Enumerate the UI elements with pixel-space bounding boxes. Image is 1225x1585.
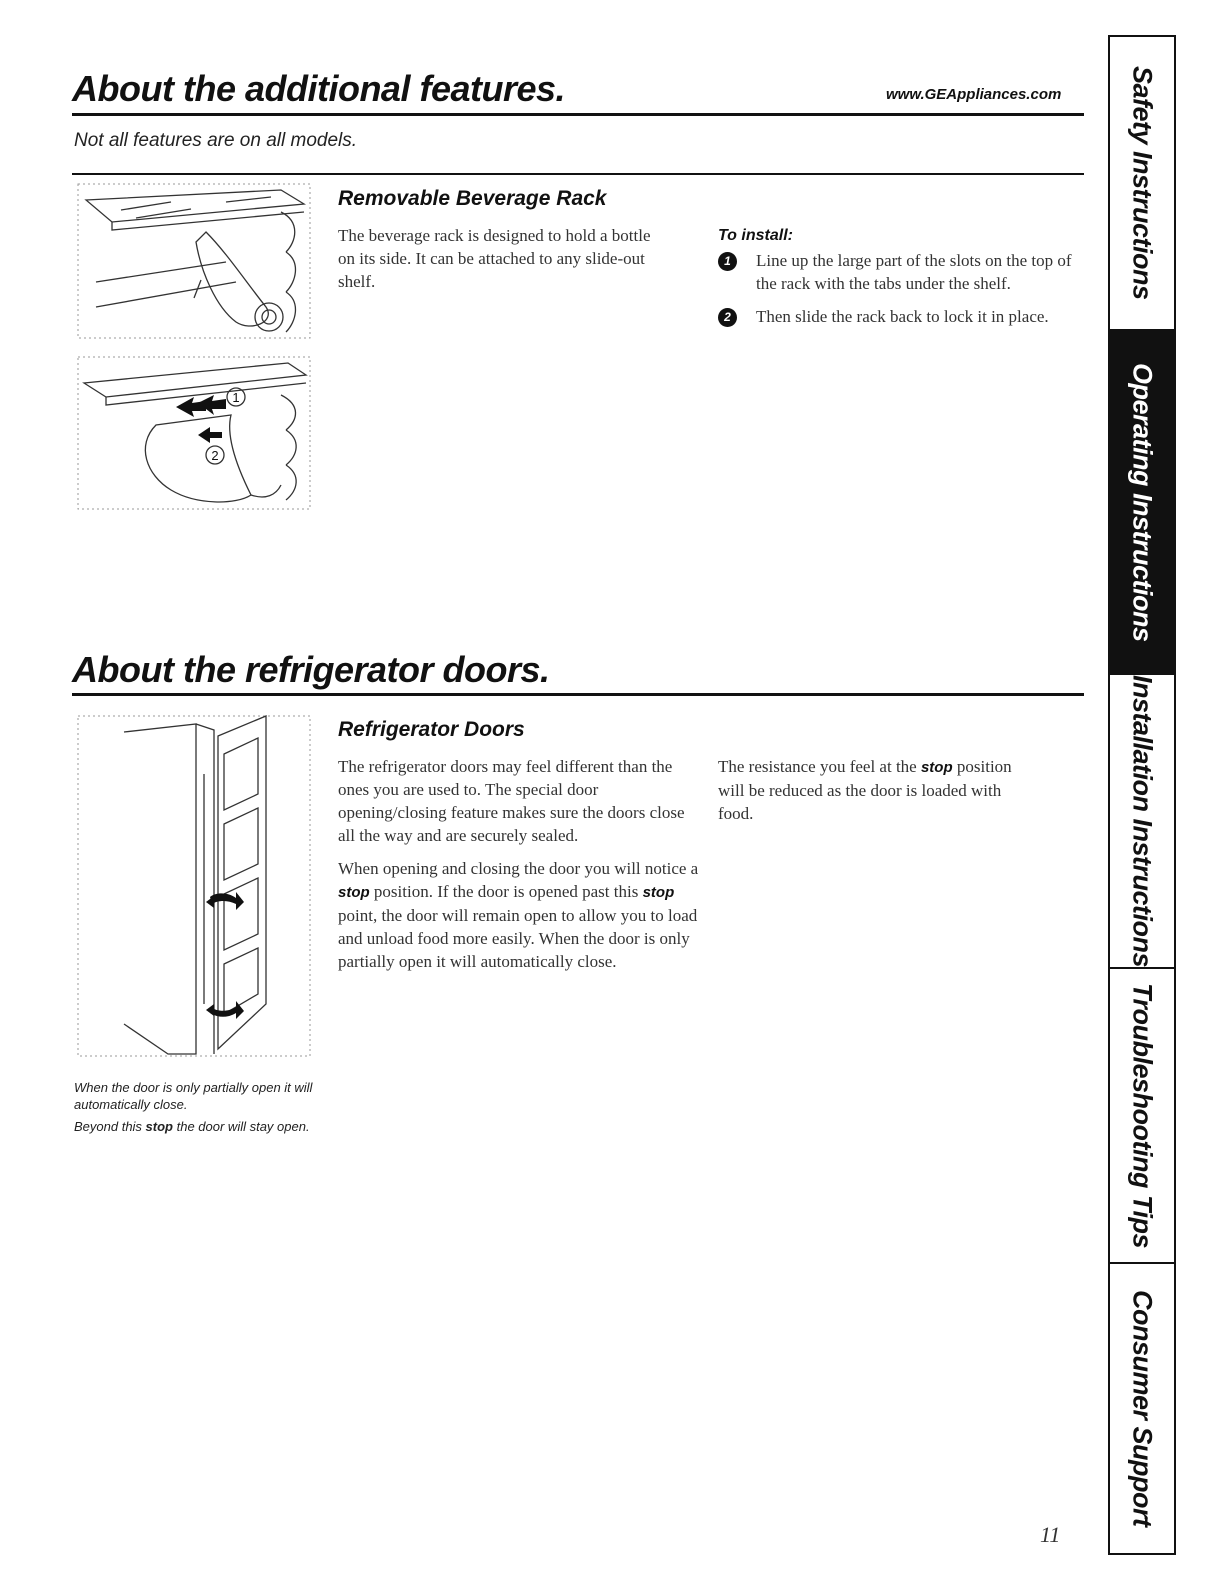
rack-install-illustration bbox=[76, 355, 314, 513]
doors-paragraph-3: The resistance you feel at the stop position will be reduced as the door is loaded with food. bbox=[718, 757, 1012, 823]
step-1-text: Line up the large part of the slots on the top of the rack with the tabs under the shelf. bbox=[756, 251, 1072, 293]
step-1-badge: 1 bbox=[718, 252, 737, 271]
doors-paragraph-1: The refrigerator doors may feel different than the ones you are used to. The special door opening/closing feature makes sure the doors close all the way and are securely sealed. bbox=[338, 757, 685, 845]
door-caption bbox=[74, 1079, 314, 1135]
tab-label: Operating Instructions bbox=[1127, 362, 1158, 642]
beverage-rack-body bbox=[338, 224, 668, 303]
tab-troubleshooting-tips[interactable] bbox=[1110, 969, 1174, 1264]
doors-body-right bbox=[718, 755, 1038, 835]
caption-stop: Beyond this stop the door will stay open. bbox=[74, 1119, 310, 1134]
tab-label: Consumer Support bbox=[1127, 1290, 1158, 1527]
doors-heading: Refrigerator Doors bbox=[338, 718, 525, 741]
doors-title-rule bbox=[72, 693, 1084, 696]
callout-1: 1 bbox=[232, 390, 240, 405]
title-rule bbox=[72, 113, 1084, 116]
beverage-rack-heading: Removable Beverage Rack bbox=[338, 187, 607, 210]
tab-consumer-support[interactable] bbox=[1110, 1264, 1174, 1553]
page-number: 11 bbox=[1040, 1522, 1061, 1547]
tab-operating-instructions[interactable] bbox=[1110, 331, 1174, 675]
tab-label: Troubleshooting Tips bbox=[1127, 983, 1158, 1248]
install-step-2 bbox=[718, 305, 1078, 328]
doors-section-title: About the refrigerator doors. bbox=[72, 649, 550, 690]
caption-close: When the door is only partially open it will automatically close. bbox=[74, 1080, 313, 1112]
refrigerator-door-illustration bbox=[76, 714, 314, 1060]
tab-installation-instructions[interactable] bbox=[1110, 675, 1174, 969]
install-instructions bbox=[718, 227, 1078, 328]
beverage-rack-text: The beverage rack is designed to hold a bottle on its side. It can be attached to any slide-out shelf. bbox=[338, 226, 651, 291]
beverage-rack-illustration bbox=[76, 182, 314, 342]
models-note: Not all features are on all models. bbox=[74, 130, 358, 151]
section-tabs bbox=[1108, 35, 1176, 1555]
step-2-text: Then slide the rack back to lock it in place. bbox=[756, 307, 1049, 326]
doors-body bbox=[338, 755, 703, 983]
callout-2: 2 bbox=[211, 448, 219, 463]
install-step-1 bbox=[718, 249, 1078, 295]
tab-safety-instructions[interactable] bbox=[1110, 37, 1174, 331]
tab-label: Installation Instructions bbox=[1127, 674, 1158, 968]
website-url[interactable]: www.GEAppliances.com bbox=[886, 86, 1062, 103]
section-rule bbox=[72, 173, 1084, 175]
doors-paragraph-2: When opening and closing the door you will notice a stop position. If the door is opened past this stop point, the door will remain open to allow you to load and unload food more easily. When the door is only partially open it will automatically close. bbox=[338, 859, 699, 971]
tab-label: Safety Instructions bbox=[1127, 66, 1158, 300]
page-title: About the additional features. bbox=[72, 68, 566, 109]
install-label: To install: bbox=[718, 227, 793, 244]
step-2-badge: 2 bbox=[718, 308, 737, 327]
